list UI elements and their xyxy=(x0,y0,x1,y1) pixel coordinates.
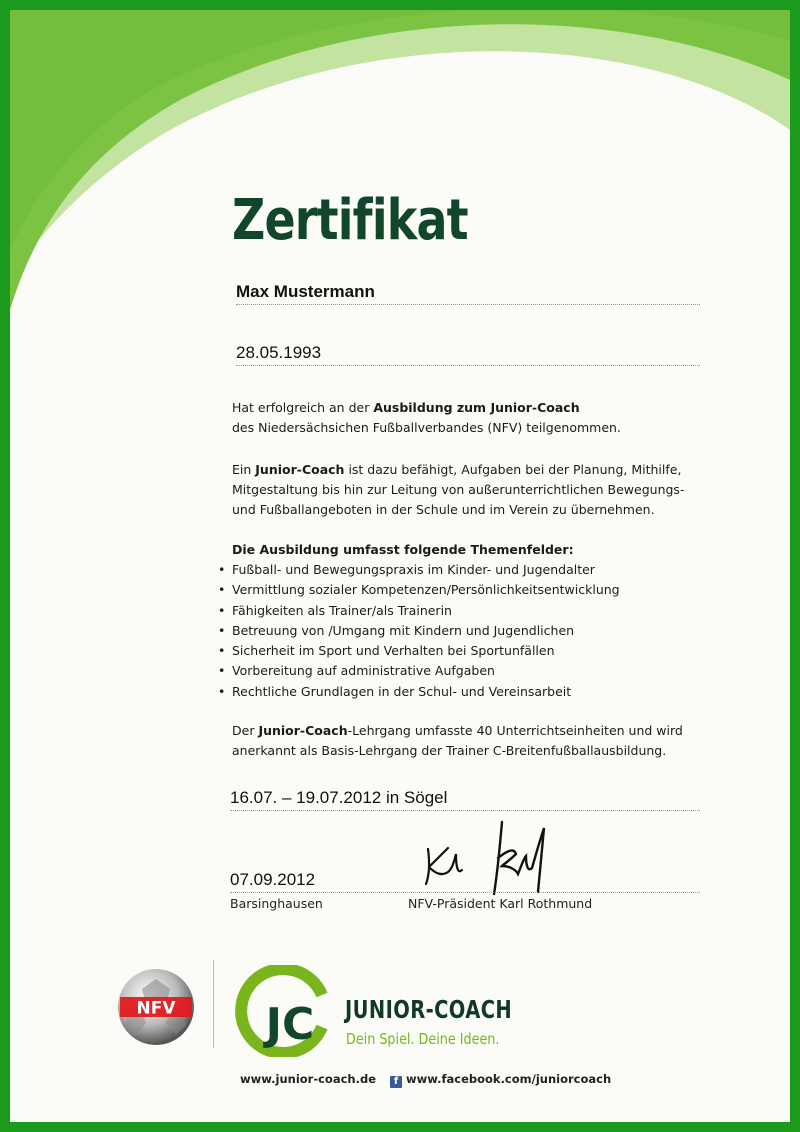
issue-date-field xyxy=(230,870,700,893)
description-paragraph xyxy=(232,460,702,520)
list-item: • Rechtliche Grundlagen in der Schul- und Vereinsarbeit xyxy=(218,682,620,702)
course-text-rest: -Lehrgang umfasste 40 Unterrichtseinheiten und wird xyxy=(347,723,683,738)
footer-links xyxy=(240,1072,611,1088)
description-line-2: Mitgestaltung bis hin zur Leitung von außerunterrichtlichen Bewegungs- xyxy=(232,482,685,497)
description-text: Ein xyxy=(232,462,256,477)
list-item: • Vorbereitung auf administrative Aufgaben xyxy=(218,661,620,681)
junior-coach-slogan: Dein Spiel. Deine Ideen. xyxy=(346,1030,500,1048)
birthdate-field xyxy=(236,343,700,366)
recipient-name: Max Mustermann xyxy=(236,282,375,301)
list-item: • Betreuung von /Umgang mit Kindern und Jugendlichen xyxy=(218,621,620,641)
logo-divider xyxy=(213,960,214,1048)
course-line-2: anerkannt als Basis-Lehrgang der Trainer C-Breitenfußballausbildung. xyxy=(232,743,667,758)
name-field xyxy=(236,282,700,305)
description-text-rest: ist dazu befähigt, Aufgaben bei der Planung, Mithilfe, xyxy=(344,462,682,477)
junior-coach-wordmark: JUNIOR-COACH xyxy=(345,995,513,1024)
intro-line-2: des Niedersächsichen Fußballverbandes (NFV) teilgenommen. xyxy=(232,420,621,435)
birthdate: 28.05.1993 xyxy=(236,343,322,362)
description-bold: Junior-Coach xyxy=(255,462,345,477)
topics-heading: Die Ausbildung umfasst folgende Themenfelder: xyxy=(232,542,574,557)
description-line-3: und Fußballangeboten in der Schule und im Verein zu übernehmen. xyxy=(232,502,655,517)
course-paragraph xyxy=(232,721,702,761)
certificate-title: Zertifikat xyxy=(232,188,468,253)
website-link[interactable]: www.junior-coach.de xyxy=(240,1072,376,1086)
issue-date: 07.09.2012 xyxy=(230,870,316,889)
signatory-caption: NFV-Präsident Karl Rothmund xyxy=(408,896,593,911)
intro-paragraph xyxy=(232,398,702,438)
place-caption: Barsinghausen xyxy=(230,896,323,911)
facebook-icon: f xyxy=(390,1076,402,1088)
course-dates: 16.07. – 19.07.2012 in Sögel xyxy=(230,788,448,807)
course-bold: Junior-Coach xyxy=(258,723,348,738)
list-item: • Fußball- und Bewegungspraxis im Kinder- und Jugendalter xyxy=(218,560,620,580)
nfv-logo xyxy=(114,965,198,1049)
nfv-logo-text: NFV xyxy=(136,998,176,1019)
facebook-link[interactable]: www.facebook.com/juniorcoach xyxy=(406,1072,612,1086)
course-dates-field xyxy=(230,788,700,811)
topics-list xyxy=(218,560,620,702)
list-item: • Vermittlung sozialer Kompetenzen/Persönlichkeitsentwicklung xyxy=(218,580,620,600)
junior-coach-logo xyxy=(234,965,334,1057)
topics-heading-block xyxy=(232,540,702,560)
list-item: • Sicherheit im Sport und Verhalten bei Sportunfällen xyxy=(218,641,620,661)
jc-monogram: JC xyxy=(265,999,315,1050)
intro-text: Hat erfolgreich an der xyxy=(232,400,374,415)
list-item: • Fähigkeiten als Trainer/als Trainerin xyxy=(218,601,620,621)
course-text: Der xyxy=(232,723,259,738)
intro-bold: Ausbildung zum Junior-Coach xyxy=(373,400,580,415)
